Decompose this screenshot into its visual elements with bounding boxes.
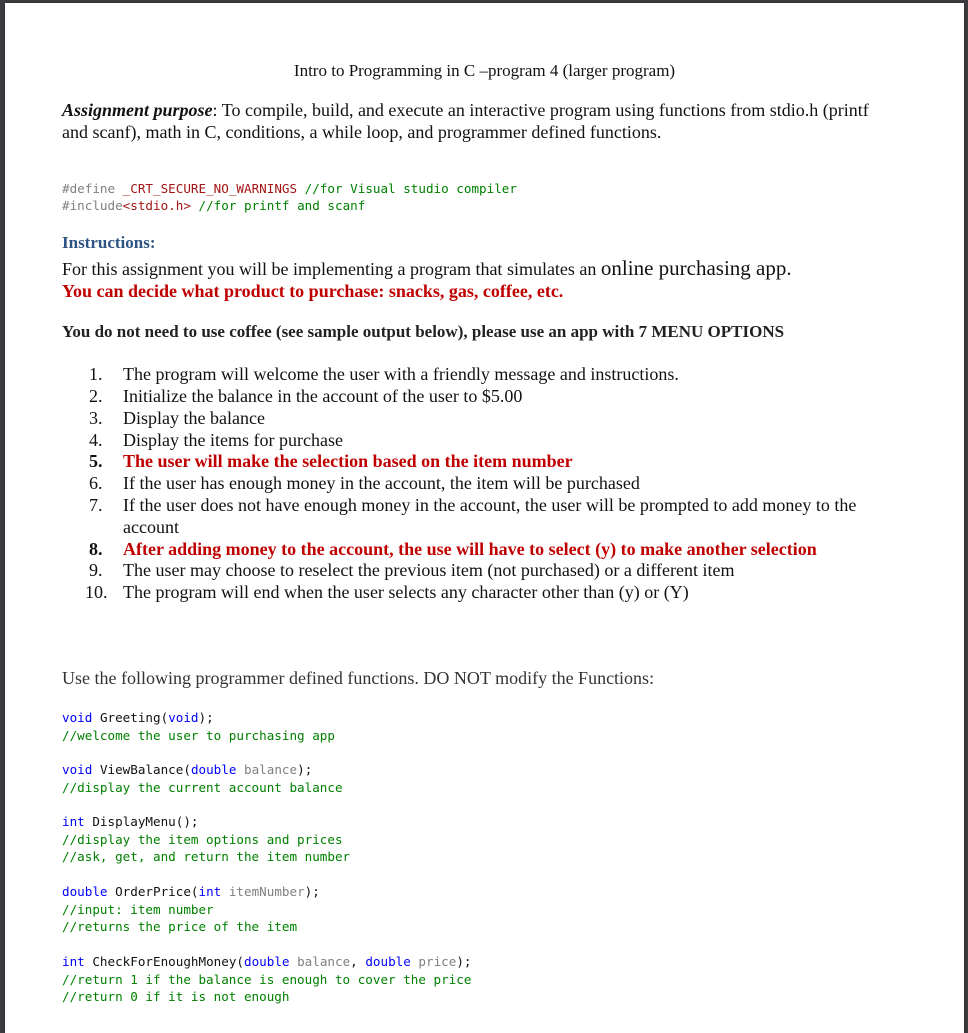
item-text: After adding money to the account, the use will have to select (y) to make another selection — [123, 539, 817, 559]
function-name: ViewBalance( — [99, 762, 191, 777]
item-number: 6. — [89, 473, 103, 493]
code-define-line — [62, 180, 517, 198]
intro-text: For this assignment you will be implementing a program that simulates an — [62, 259, 601, 279]
function-name: Greeting( — [99, 710, 169, 725]
function-name: DisplayMenu(); — [92, 814, 199, 829]
item-number: 2. — [89, 386, 103, 406]
item-number: 8. — [89, 539, 103, 559]
function-name: OrderPrice( — [115, 884, 199, 899]
list-item — [85, 582, 689, 603]
function-name: CheckForEnoughMoney( — [92, 954, 244, 969]
instructions-heading: Instructions: — [62, 233, 156, 252]
list-item — [89, 408, 265, 429]
item-text: The program will end when the user selects any character other than (y) or (Y) — [123, 582, 689, 602]
code-include-line — [62, 197, 365, 215]
include-comment: //for printf and scanf — [198, 198, 366, 213]
list-item — [89, 539, 817, 560]
function-comment: //ask, get, and return the item number — [62, 849, 351, 864]
param-type: double — [365, 954, 411, 969]
purpose-text: : To compile, build, and execute an interactive program using functions from stdio.h (printf — [212, 100, 869, 120]
item-text: The user will make the selection based on the item number — [123, 451, 573, 471]
item-number: 5. — [89, 451, 103, 471]
item-text: The user may choose to reselect the previous item (not purchased) or a different item — [123, 560, 735, 580]
purpose-label: Assignment purpose — [62, 100, 213, 120]
function-comment: //welcome the user to purchasing app — [62, 727, 335, 743]
return-type: void — [62, 710, 93, 725]
item-text-continued: account — [123, 517, 179, 537]
menu-note: You do not need to use coffee (see sample output below), please use an app with 7 MENU OPTIONS — [62, 322, 785, 341]
signature-close: ); — [304, 884, 320, 899]
assignment-purpose — [62, 100, 869, 121]
list-item — [89, 430, 343, 451]
function-comment: //returns the price of the item — [62, 919, 298, 934]
list-item — [89, 495, 857, 537]
item-text: If the user has enough money in the account, the item will be purchased — [123, 473, 640, 493]
function-signature — [62, 813, 199, 831]
define-name: _CRT_SECURE_NO_WARNINGS — [122, 181, 298, 196]
intro-emphasis: online purchasing app. — [600, 256, 792, 280]
product-note: You can decide what product to purchase: snacks, gas, coffee, etc. — [62, 281, 564, 301]
list-item — [89, 473, 640, 494]
return-type: int — [62, 814, 85, 829]
function-comment: //display the current account balance — [62, 779, 343, 795]
list-item — [89, 386, 523, 407]
return-type: int — [62, 954, 85, 969]
param-type: void — [168, 710, 199, 725]
item-number: 7. — [89, 495, 103, 515]
signature-close: ); — [198, 710, 214, 725]
item-number: 1. — [89, 364, 103, 384]
include-file: <stdio.h> — [122, 198, 191, 213]
item-text: The program will welcome the user with a friendly message and instructions. — [123, 364, 679, 384]
param-type: double — [244, 954, 290, 969]
return-type: void — [62, 762, 93, 777]
return-type: double — [62, 884, 108, 899]
param-name: itemNumber — [221, 884, 305, 899]
list-item — [89, 560, 735, 581]
param-type: double — [190, 762, 237, 777]
function-signature — [62, 883, 320, 901]
param-name: balance — [289, 954, 351, 969]
function-comment: //return 1 if the balance is enough to cover the price — [62, 971, 472, 987]
param-name: balance — [236, 762, 298, 777]
item-number: 4. — [89, 430, 103, 450]
list-item — [89, 451, 573, 472]
param-type: int — [198, 884, 222, 899]
item-text: Display the items for purchase — [123, 430, 343, 450]
param-name: price — [410, 954, 457, 969]
list-item — [89, 364, 679, 385]
function-comment: //return 0 if it is not enough — [62, 989, 290, 1004]
signature-close: ); — [456, 954, 472, 969]
item-number: 10. — [85, 582, 108, 602]
signature-close: ); — [297, 762, 313, 777]
item-number: 3. — [89, 408, 103, 428]
include-keyword: #include — [62, 198, 123, 213]
purpose-text-line2: and scanf), math in C, conditions, a while loop, and programmer defined functions. — [62, 122, 662, 142]
item-text: Display the balance — [123, 408, 265, 428]
define-keyword: #define — [62, 181, 116, 196]
instructions-intro — [62, 256, 792, 281]
function-comment: //input: item number — [62, 901, 214, 917]
item-number: 9. — [89, 560, 103, 580]
document-page — [5, 3, 964, 1033]
functions-intro: Use the following programmer defined functions. DO NOT modify the Functions: — [62, 668, 655, 688]
function-comment: //display the item options and prices — [62, 831, 343, 847]
item-text: If the user does not have enough money in the account, the user will be prompted to add money to the — [123, 495, 857, 515]
item-text: Initialize the balance in the account of the user to $5.00 — [123, 386, 523, 406]
document-title: Intro to Programming in C –program 4 (larger program) — [293, 61, 676, 80]
function-signature — [62, 709, 214, 727]
define-comment: //for Visual studio compiler — [304, 181, 517, 196]
function-signature — [62, 761, 312, 779]
function-signature: int CheckForEnoughMoney(double balance, double price); — [62, 954, 472, 969]
